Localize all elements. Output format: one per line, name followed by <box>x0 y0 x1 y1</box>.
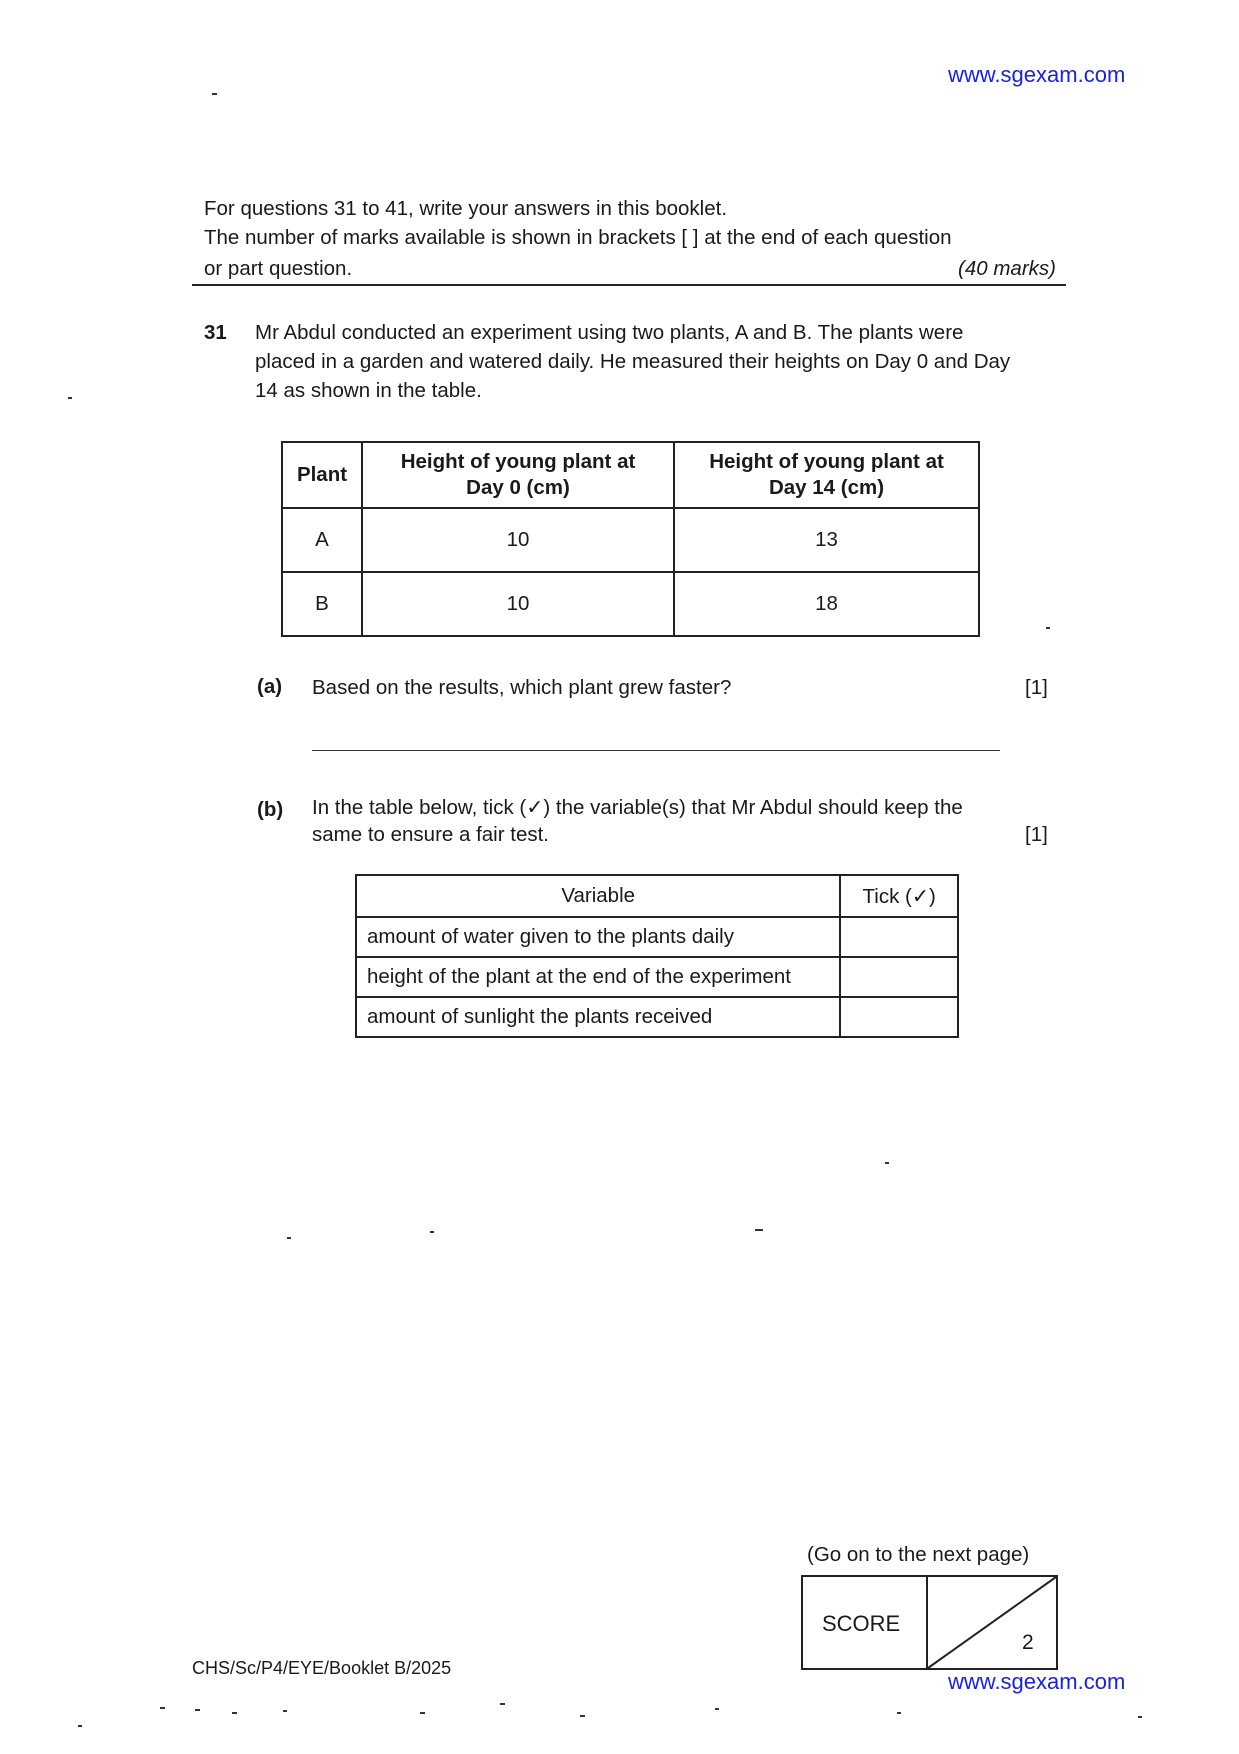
header-divider <box>192 284 1066 286</box>
booklet-code: CHS/Sc/P4/EYE/Booklet B/2025 <box>192 1658 452 1678</box>
table-row <box>282 572 979 636</box>
table-row <box>356 917 958 957</box>
header-day14 <box>674 442 979 508</box>
scan-speck <box>212 93 217 95</box>
go-on-next-page: (Go on to the next page) <box>807 1543 1030 1566</box>
header-day0 <box>362 442 674 508</box>
instruction-line-2: The number of marks available is shown in brackets [ ] at the end of each question <box>204 226 952 249</box>
day0-height-cell: 10 <box>362 572 674 636</box>
scan-speck <box>715 1708 719 1710</box>
table-row <box>356 957 958 997</box>
day0-height-cell: 10 <box>362 508 674 572</box>
table-row <box>282 508 979 572</box>
variable-tick-table <box>355 874 959 1038</box>
part-a-question: Based on the results, which plant grew faster? <box>312 676 732 699</box>
instruction-line-3 <box>204 253 1056 284</box>
question-number: 31 <box>204 321 227 344</box>
header-day0-text: Height of young plant at Day 0 (cm) <box>400 450 636 499</box>
scan-speck <box>78 1725 82 1727</box>
plant-name-cell: B <box>282 572 362 636</box>
part-b-label: (b) <box>257 798 284 821</box>
scan-speck <box>580 1715 585 1717</box>
score-max: 2 <box>1022 1631 1034 1654</box>
question-stem: Mr Abdul conducted an experiment using two plants, A and B. The plants were placed in a garden and watered daily. He measured their heights on Day 0 and Day 14 as shown in the table. <box>255 321 1011 402</box>
plant-name-cell: A <box>282 508 362 572</box>
watermark-link-top[interactable]: www.sgexam.com <box>948 62 1126 87</box>
variable-cell: amount of sunlight the plants received <box>356 997 840 1037</box>
tick-cell[interactable] <box>840 997 958 1037</box>
scan-speck <box>1138 1716 1142 1718</box>
scan-speck <box>283 1710 287 1712</box>
scan-speck <box>160 1707 165 1709</box>
scan-speck <box>195 1709 200 1711</box>
part-b-question: In the table below, tick (✓) the variable(s) that Mr Abdul should keep the same to ensure a fair test. <box>312 796 963 846</box>
variable-cell: height of the plant at the end of the experiment <box>356 957 840 997</box>
part-b-marks: [1] <box>1025 823 1048 846</box>
instruction-line-1: For questions 31 to 41, write your answers in this booklet. <box>204 197 728 220</box>
score-diagonal-icon <box>926 1575 1058 1670</box>
part-a-answer-line[interactable] <box>312 750 1000 751</box>
header-tick: Tick (✓) <box>840 875 958 917</box>
scan-speck <box>755 1229 763 1231</box>
table-header-row <box>282 442 979 508</box>
day14-height-cell: 18 <box>674 572 979 636</box>
variable-cell: amount of water given to the plants daily <box>356 917 840 957</box>
scan-speck <box>897 1712 901 1714</box>
header-day14-text: Height of young plant at Day 14 (cm) <box>709 450 944 499</box>
tick-cell[interactable] <box>840 957 958 997</box>
table-header-row <box>356 875 958 917</box>
instruction-line-3-text: or part question. <box>204 257 353 280</box>
part-a-label: (a) <box>257 675 283 698</box>
score-label: SCORE <box>822 1611 901 1636</box>
total-marks: (40 marks) <box>958 257 1056 280</box>
scan-speck <box>232 1712 237 1714</box>
scan-speck <box>500 1703 505 1705</box>
header-plant: Plant <box>282 442 362 508</box>
scan-speck <box>885 1162 889 1164</box>
header-variable: Variable <box>356 875 840 917</box>
scan-speck <box>68 397 72 399</box>
scan-speck <box>1046 627 1050 629</box>
watermark-link-bottom[interactable]: www.sgexam.com <box>948 1669 1126 1694</box>
day14-height-cell: 13 <box>674 508 979 572</box>
scan-speck <box>420 1712 425 1714</box>
table-row <box>356 997 958 1037</box>
plant-height-table <box>281 441 980 637</box>
tick-cell[interactable] <box>840 917 958 957</box>
scan-speck <box>430 1231 434 1233</box>
part-a-marks: [1] <box>1025 676 1048 699</box>
scan-speck <box>287 1237 291 1239</box>
